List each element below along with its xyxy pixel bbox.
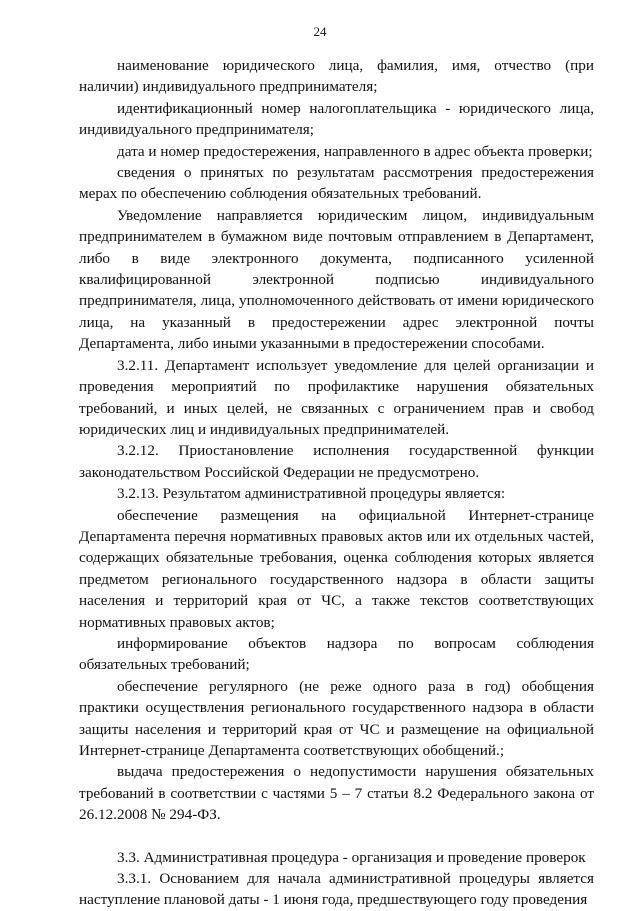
document-body (79, 55, 594, 911)
paragraph-publication: обеспечение размещения на официальной Интернет-странице Департамента перечня нормативных правовых актов или их отдельных частей, содержащих обязательные требования, оценка соблюдения которых является предметом регионального государственного надзора в области защиты населения и территорий края от ЧС, а также текстов соответствующих нормативных правовых актов; (79, 506, 594, 631)
paragraph-3-2-11: 3.2.11. Департамент использует уведомление для целей организации и проведения мероприятий по профилактике нарушения обязательных требований, и иных целей, не связанных с ограничением прав и свобод юридических лиц и индивидуальных предпринимателей. (79, 356, 594, 438)
paragraph-3-3-1: 3.3.1. Основанием для начала административной процедуры является наступление плановой даты - 1 июня года, предшествующего году проведения (79, 870, 594, 909)
paragraph-3-2-12: 3.2.12. Приостановление исполнения государственной функции законодательством Российской Федерации не предусмотрено. (79, 442, 594, 481)
paragraph-3-2-13: 3.2.13. Результатом административной процедуры является: (117, 485, 506, 503)
paragraph-generalization: обеспечение регулярного (не реже одного раза в год) обобщения практики осуществления регионального государственного надзора в области защиты населения и территорий края от ЧС и размещение на официальной Интернет-странице Департамента соответствующих обобщений.; (79, 677, 594, 759)
paragraph-warning-date-number: дата и номер предостережения, направленного в адрес объекта проверки; (117, 142, 593, 160)
paragraph-taxpayer-id: идентификационный номер налогоплательщика - юридического лица, индивидуального предпринимателя; (79, 99, 594, 139)
paragraph-measures-info: сведения о принятых по результатам рассмотрения предостережения мерах по обеспечению соблюдения обязательных требований. (79, 164, 594, 203)
section-spacer (79, 826, 594, 847)
paragraph-legal-entity-name: наименование юридического лица, фамилия, имя, отчество (при наличии) индивидуального предпринимателя; (79, 57, 594, 96)
paragraph-informing: информирование объектов надзора по вопросам соблюдения обязательных требований; (79, 634, 594, 674)
page-number: 24 (313, 24, 327, 39)
paragraph-notification-delivery: Уведомление направляется юридическим лицом, индивидуальным предпринимателем в бумажном виде почтовым отправлением в Департамент, либо в виде электронного документа, подписанного усиленной квалифицированной электронной подписью индивидуального предпринимателя, лица, уполномоченного действовать от имени юридического лица, на указанный в предостережении адрес электронной почты Департамента, либо иными указанными в предостережении способами. (79, 206, 594, 353)
section-heading-3-3: 3.3. Административная процедура - организация и проведение проверок (117, 848, 586, 866)
paragraph-warning-issuance: выдача предостережения о недопустимости нарушения обязательных требований в соответствии с частями 5 – 7 статьи 8.2 Федерального закона от 26.12.2008 № 294-ФЗ. (79, 763, 594, 824)
